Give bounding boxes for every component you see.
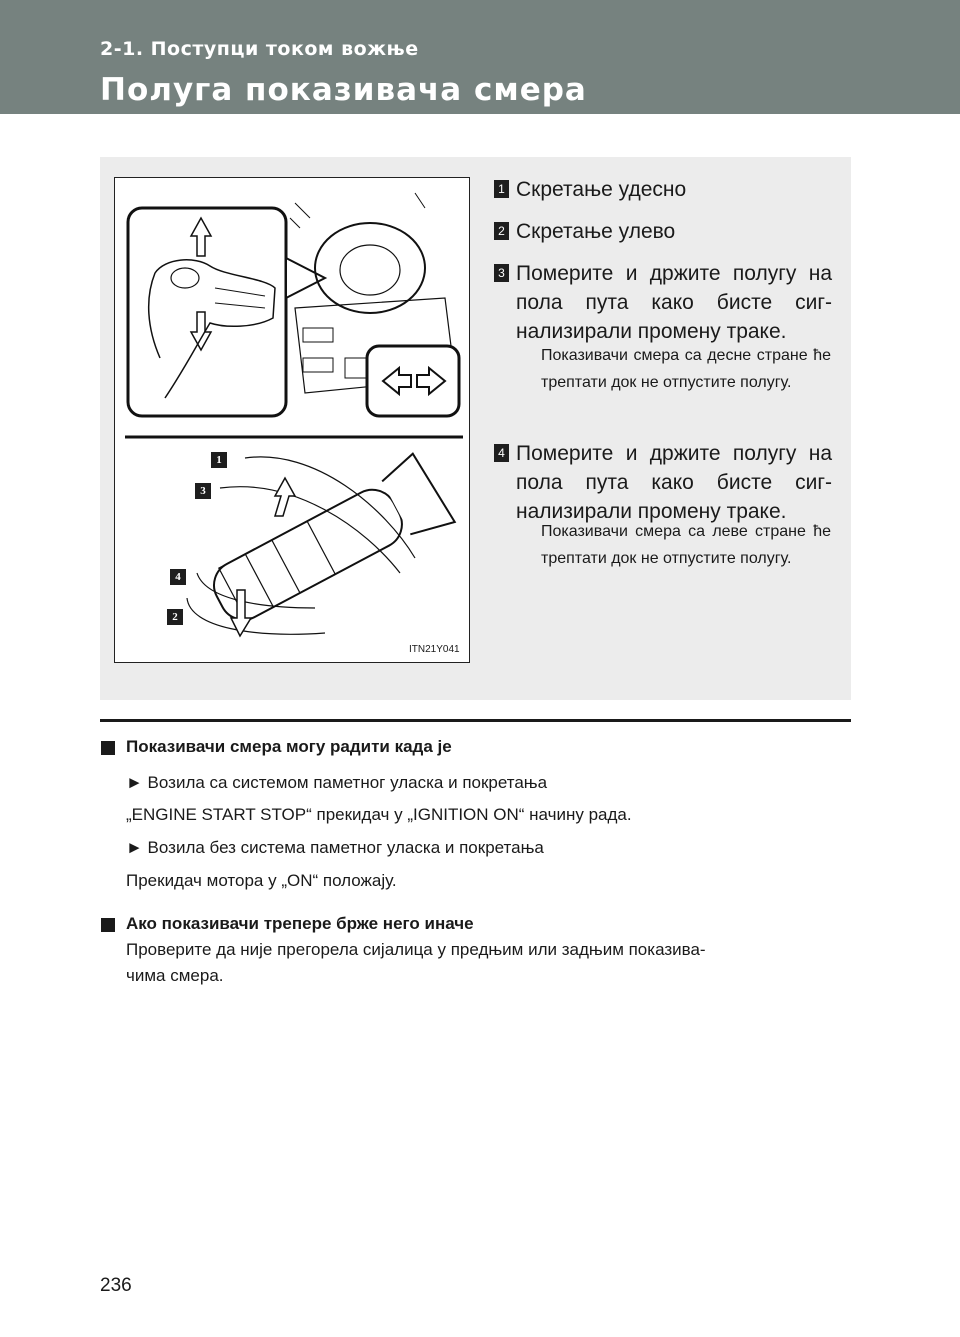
section-divider <box>100 719 851 722</box>
note-line-3: ► Возила без система паметног уласка и покретања <box>126 838 544 857</box>
note-heading-1: Показивачи смера могу радити када је <box>126 737 452 756</box>
note-line-6: чима смера. <box>126 966 224 985</box>
figure-code: ITN21Y041 <box>409 644 460 655</box>
legend-num-1: 1 <box>494 180 509 198</box>
section-heading: 2-1. Поступци током вожње <box>100 38 419 60</box>
legend-num-3: 3 <box>494 264 509 282</box>
marker-3: 3 <box>195 483 211 499</box>
page-number: 236 <box>100 1275 132 1296</box>
legend-text-3: Померите и држите полугу на пола пута како бисте сиг-нализирали промену траке. <box>516 262 832 343</box>
note-line-4: Прекидач мотора у „ON“ положају. <box>126 871 397 890</box>
note-heading-2: Ако показивачи трепере брже него иначе <box>126 914 474 933</box>
header-bar <box>0 0 960 114</box>
legend-num-2: 2 <box>494 222 509 240</box>
legend-note-3: Показивачи смера са десне стране ће трептати док не отпустите полугу. <box>541 347 831 391</box>
bullet-square-2 <box>101 918 115 932</box>
lever-drawing <box>115 178 471 664</box>
turn-signal-illustration <box>114 177 470 663</box>
legend-text-4: Померите и држите полугу на пола пута како бисте сиг-нализирали промену траке. <box>516 442 832 523</box>
marker-1: 1 <box>211 452 227 468</box>
page-title: Полуга показивача смера <box>100 72 587 108</box>
legend-text-2: Скретање улево <box>516 220 676 243</box>
legend-num-4: 4 <box>494 444 509 462</box>
note-line-5: Проверите да није прегорела сијалица у предњим или задњим показива- <box>126 940 706 959</box>
note-line-2: „ENGINE START STOP“ прекидач у „IGNITION ON“ начину рада. <box>126 805 632 824</box>
bullet-square-1 <box>101 741 115 755</box>
legend-note-4: Показивачи смера са леве стране ће трептати док не отпустите полугу. <box>541 523 831 567</box>
marker-4: 4 <box>170 569 186 585</box>
marker-2: 2 <box>167 609 183 625</box>
note-line-1: ► Возила са системом паметног уласка и покретања <box>126 773 548 792</box>
legend-text-1: Скретање удесно <box>516 178 687 201</box>
